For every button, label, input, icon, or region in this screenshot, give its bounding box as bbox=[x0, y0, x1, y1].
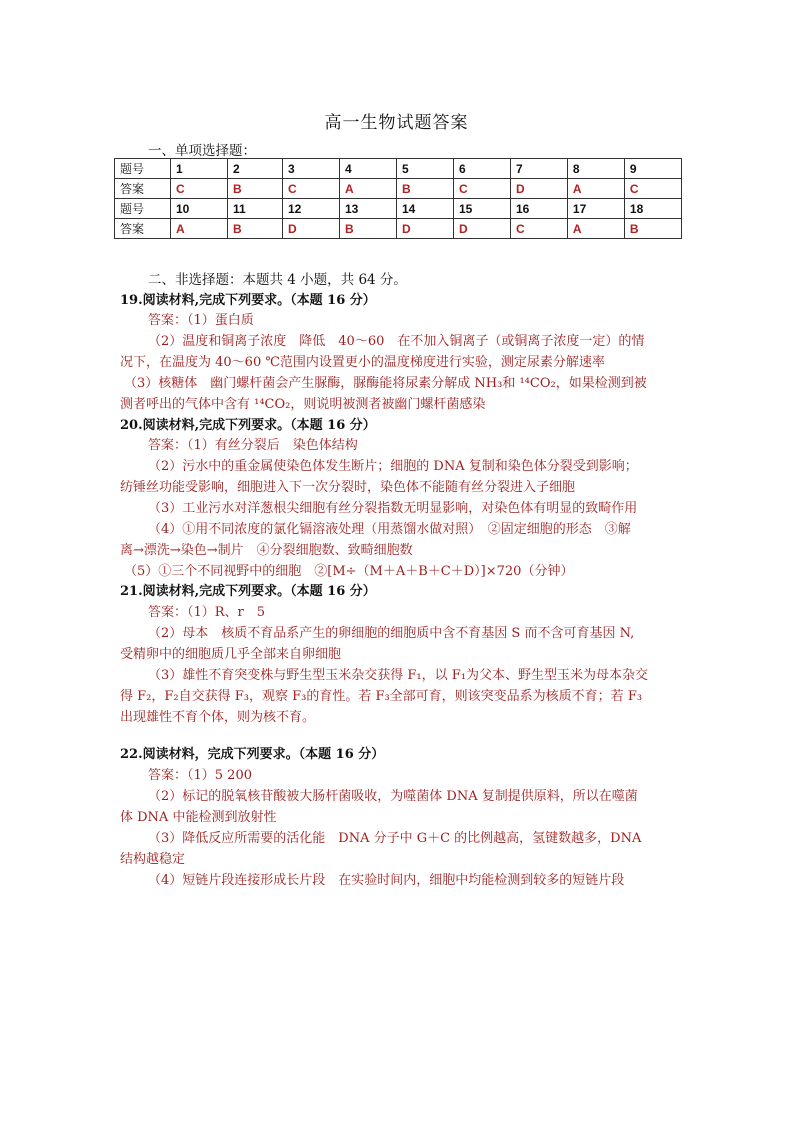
question-number-cell: 13 bbox=[339, 199, 396, 219]
question-number-cell: 15 bbox=[453, 199, 510, 219]
answer-cell: A bbox=[567, 219, 624, 239]
question-number-cell: 18 bbox=[624, 199, 681, 219]
q22-heading: 22.阅读材料，完成下列要求。（本题 16 分） bbox=[120, 747, 385, 762]
question-number-row bbox=[115, 159, 682, 179]
q19-line: （2）温度和铜离子浓度 降低 40～60 在不加入铜离子（或铜离子浓度一定）的情 bbox=[148, 334, 645, 349]
question-number-cell: 2 bbox=[227, 159, 282, 179]
answer-cell: A bbox=[171, 219, 228, 239]
question-number-cell: 16 bbox=[510, 199, 567, 219]
q21-line: 出现雄性不育个体，则为核不育。 bbox=[120, 710, 316, 725]
q21-line: （3）雄性不育突变株与野生型玉米杂交获得 F₁，以 F₁为父本、野生型玉米为母本杂交 bbox=[148, 668, 648, 683]
section2-heading: 二、非选择题：本题共 4 小题，共 64 分。 bbox=[148, 272, 407, 288]
question-number-cell: 1 bbox=[171, 159, 228, 179]
q21-heading: 21.阅读材料,完成下列要求。（本题 16 分） bbox=[120, 584, 376, 599]
q21-line: 得 F₂，F₂自交获得 F₃，观察 F₃的育性。若 F₃全部可育，则该突变品系为核质不育；若 F₃ bbox=[120, 689, 643, 704]
q20-line: （2）污水中的重金属使染色体发生断片；细胞的 DNA 复制和染色体分裂受到影响； bbox=[148, 459, 638, 474]
question-number-cell: 17 bbox=[567, 199, 624, 219]
question-number-cell: 4 bbox=[339, 159, 396, 179]
answer-cell: C bbox=[453, 179, 510, 199]
question-number-cell: 6 bbox=[453, 159, 510, 179]
q22-line: 结构越稳定 bbox=[120, 852, 186, 867]
row-label-question: 题号 bbox=[115, 199, 171, 219]
answer-cell: A bbox=[339, 179, 396, 199]
q20-heading: 20.阅读材料,完成下列要求。（本题 16 分） bbox=[120, 418, 376, 433]
answer-cell: B bbox=[396, 179, 453, 199]
q20-line: （5）①三个不同视野中的细胞 ②[M÷（M＋A＋B＋C＋D）]×720（分钟） bbox=[124, 564, 574, 579]
answer-cell: B bbox=[339, 219, 396, 239]
answer-cell: B bbox=[227, 179, 282, 199]
section1-heading: 一、单项选择题： bbox=[148, 143, 256, 159]
q19-line: 答案：（1）蛋白质 bbox=[148, 313, 254, 328]
q20-line: 答案：（1）有丝分裂后 染色体结构 bbox=[148, 438, 358, 453]
answer-cell: C bbox=[283, 179, 340, 199]
q22-line: 答案：（1）5 200 bbox=[148, 768, 252, 783]
answer-cell: C bbox=[510, 219, 567, 239]
row-label-question: 题号 bbox=[115, 159, 171, 179]
question-number-cell: 14 bbox=[396, 199, 453, 219]
answer-row bbox=[115, 179, 682, 199]
answer-cell: B bbox=[227, 219, 282, 239]
answer-cell: D bbox=[283, 219, 340, 239]
q22-line: （2）标记的脱氧核苷酸被大肠杆菌吸收，为噬菌体 DNA 复制提供原料，所以在噬菌 bbox=[148, 789, 638, 804]
answer-cell: C bbox=[171, 179, 228, 199]
q20-line: （4）①用不同浓度的氯化镉溶液处理（用蒸馏水做对照） ②固定细胞的形态 ③解 bbox=[148, 522, 631, 537]
question-number-cell: 9 bbox=[624, 159, 681, 179]
answer-cell: D bbox=[453, 219, 510, 239]
q20-line: （3）工业污水对洋葱根尖细胞有丝分裂指数无明显影响，对染色体有明显的致畸作用 bbox=[148, 501, 638, 516]
q19-line: （3）核糖体 幽门螺杆菌会产生脲酶，脲酶能将尿素分解成 NH₃和 ¹⁴CO₂，如果检测到被 bbox=[124, 376, 647, 391]
q20-line: 纺锤丝功能受影响，细胞进入下一次分裂时，染色体不能随有丝分裂进入子细胞 bbox=[120, 480, 576, 495]
q22-line: 体 DNA 中能检测到放射性 bbox=[120, 810, 277, 825]
question-number-cell: 11 bbox=[227, 199, 282, 219]
q20-line: 离→漂洗→染色→制片 ④分裂细胞数、致畸细胞数 bbox=[120, 543, 413, 558]
row-label-answer: 答案 bbox=[115, 179, 171, 199]
q21-line: 答案：（1）R、r 5 bbox=[148, 605, 266, 620]
question-number-cell: 7 bbox=[510, 159, 567, 179]
page-title: 高一生物试题答案 bbox=[324, 113, 469, 133]
question-number-cell: 8 bbox=[567, 159, 624, 179]
q21-line: （2）母本 核质不育品系产生的卵细胞的细胞质中含不育基因 S 而不含可育基因 N, bbox=[148, 626, 635, 641]
question-number-row bbox=[115, 199, 682, 219]
answer-cell: D bbox=[510, 179, 567, 199]
q21-line: 受精卵中的细胞质几乎全部来自卵细胞 bbox=[120, 647, 342, 662]
question-number-cell: 12 bbox=[283, 199, 340, 219]
q19-line: 测者呼出的气体中含有 ¹⁴CO₂，则说明被测者被幽门螺杆菌感染 bbox=[120, 397, 486, 412]
q19-heading: 19.阅读材料,完成下列要求。（本题 16 分） bbox=[120, 293, 376, 308]
q19-line: 况下，在温度为 40～60 ℃范围内设置更小的温度梯度进行实验，测定尿素分解速率 bbox=[120, 355, 605, 370]
q22-line: （3）降低反应所需要的活化能 DNA 分子中 G＋C 的比例越高，氢键数越多，DNA bbox=[148, 831, 642, 846]
question-number-cell: 10 bbox=[171, 199, 228, 219]
answer-cell: A bbox=[567, 179, 624, 199]
question-number-cell: 5 bbox=[396, 159, 453, 179]
question-number-cell: 3 bbox=[283, 159, 340, 179]
q22-line: （4）短链片段连接形成长片段 在实验时间内，细胞中均能检测到较多的短链片段 bbox=[148, 873, 625, 888]
answer-cell: C bbox=[624, 179, 681, 199]
row-label-answer: 答案 bbox=[115, 219, 171, 239]
answer-table bbox=[114, 158, 682, 239]
answer-row bbox=[115, 219, 682, 239]
answer-cell: D bbox=[396, 219, 453, 239]
answer-cell: B bbox=[624, 219, 681, 239]
